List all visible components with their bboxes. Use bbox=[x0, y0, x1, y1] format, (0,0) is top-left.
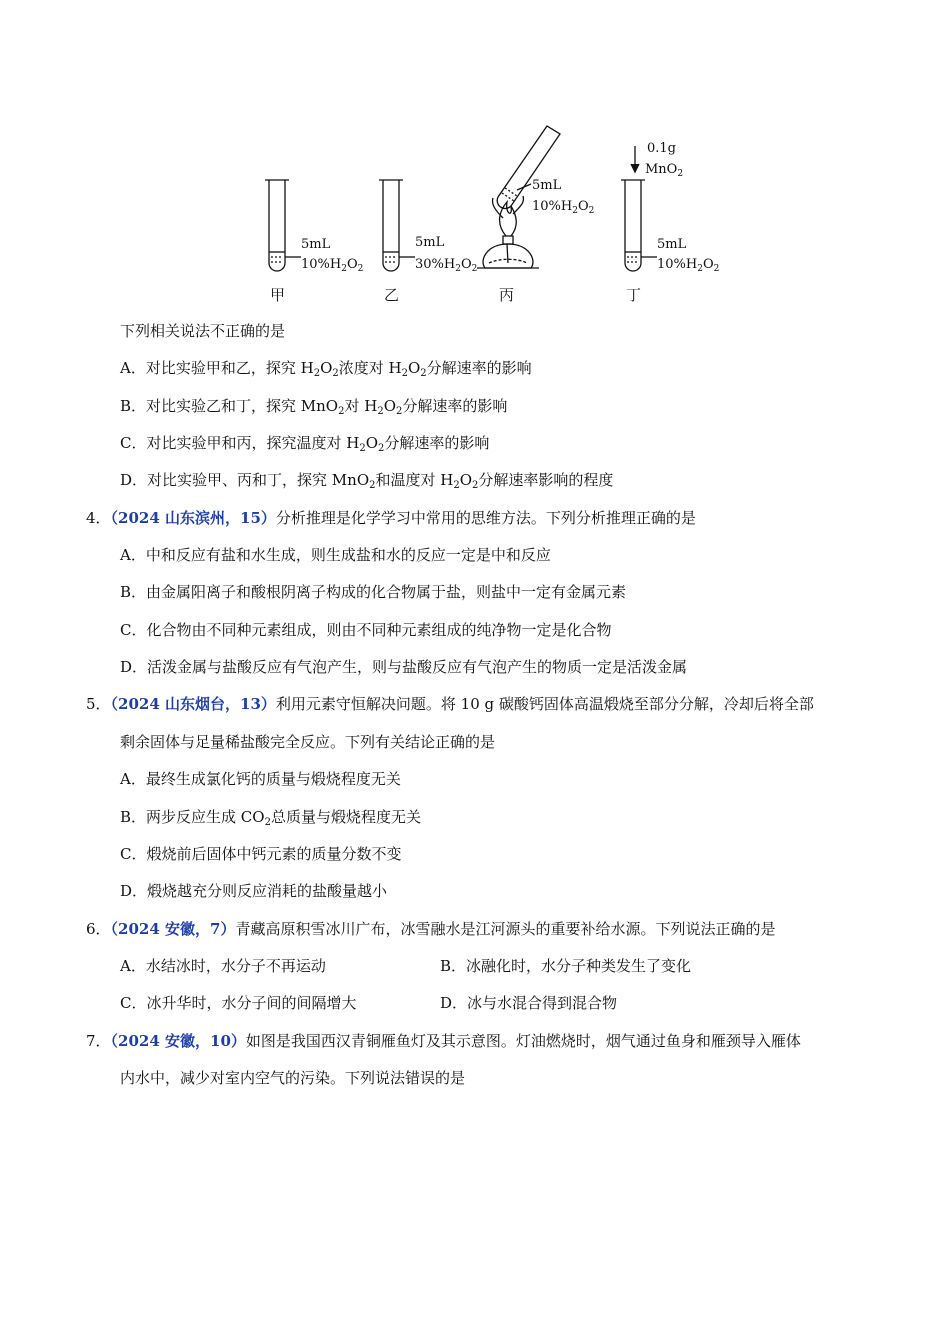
additive-name: MnO$_2$ bbox=[645, 162, 684, 179]
q6-option-b: B．冰融化时，水分子种类发生了变化 bbox=[440, 957, 692, 975]
tube-ding-conc: $10\%H_2O_2$ bbox=[657, 257, 720, 274]
q4-stem: 4．（2024 山东滨州，15）分析推理是化学学习中常用的思维方法。下列分析推理正确的是 bbox=[86, 509, 696, 527]
test-tube-bing bbox=[477, 126, 560, 268]
q3-option-c: C．对比实验甲和丙，探究温度对 $H_2O_2$分解速率的影响 bbox=[120, 434, 490, 454]
tube-jia-conc: $10\%H_2O_2$ bbox=[301, 257, 364, 274]
tube-ding-label: 丁 bbox=[626, 286, 642, 304]
tube-jia-volume: 5mL bbox=[301, 237, 331, 252]
q5-source: （2024 山东烟台，13） bbox=[110, 695, 276, 713]
q6-option-a: A．水结冰时，水分子不再运动 bbox=[120, 957, 326, 975]
tube-yi-label: 乙 bbox=[384, 286, 400, 304]
tube-bing-conc: $10\%H_2O_2$ bbox=[532, 199, 595, 216]
tube-yi-conc: $30\%H_2O_2$ bbox=[415, 257, 478, 274]
q7-stem: 7．（2024 安徽，10）如图是我国西汉青铜雁鱼灯及其示意图。灯油燃烧时，烟气通过鱼身和雁颈导入雁体 bbox=[86, 1032, 801, 1050]
test-tube-yi bbox=[379, 180, 415, 271]
tube-jia-label: 甲 bbox=[270, 286, 286, 304]
q5-option-a: A．最终生成氯化钙的质量与煅烧程度无关 bbox=[120, 770, 401, 788]
q5-stem-cont: 剩余固体与足量稀盐酸完全反应。下列有关结论正确的是 bbox=[120, 733, 496, 751]
q4-option-d: D．活泼金属与盐酸反应有气泡产生，则与盐酸反应有气泡产生的物质一定是活泼金属 bbox=[120, 658, 688, 676]
q7-stem-cont: 内水中，减少对室内空气的污染。下列说法错误的是 bbox=[120, 1069, 466, 1087]
q6-option-d: D．冰与水混合得到混合物 bbox=[440, 994, 618, 1012]
q7-source: （2024 安徽，10） bbox=[110, 1032, 246, 1050]
additive-mass: 0.1g bbox=[647, 141, 676, 156]
tube-bing-volume: 5mL bbox=[532, 178, 562, 193]
q5-option-b: B．两步反应生成 $CO_2$总质量与煅烧程度无关 bbox=[120, 808, 421, 828]
q4-option-c: C．化合物由不同种元素组成，则由不同种元素组成的纯净物一定是化合物 bbox=[120, 621, 612, 639]
q3-option-a: A．对比实验甲和乙，探究 $H_2O_2$浓度对 $H_2O_2$分解速率的影响 bbox=[120, 359, 532, 379]
tube-bing-label: 丙 bbox=[499, 286, 515, 304]
q5-option-d: D．煅烧越充分则反应消耗的盐酸量越小 bbox=[120, 882, 388, 900]
experiment-figure bbox=[255, 118, 735, 308]
q3-option-d: D．对比实验甲、丙和丁，探究 MnO$_2$和温度对 $H_2O_2$分解速率影响的程度 bbox=[120, 471, 614, 491]
q4-source: （2024 山东滨州，15） bbox=[110, 509, 276, 527]
tube-ding-volume: 5mL bbox=[657, 237, 687, 252]
test-tube-diagram bbox=[255, 118, 735, 308]
q4-option-b: B．由金属阳离子和酸根阴离子构成的化合物属于盐，则盐中一定有金属元素 bbox=[120, 583, 627, 601]
q3-option-b: B．对比实验乙和丁，探究 MnO$_2$对 $H_2O_2$分解速率的影响 bbox=[120, 397, 508, 417]
q3-stem: 下列相关说法不正确的是 bbox=[120, 322, 286, 340]
q5-stem: 5．（2024 山东烟台，13）利用元素守恒解决问题。将 10 g 碳酸钙固体高温煅烧至部分分解，冷却后将全部 bbox=[86, 695, 814, 713]
q5-option-c: C．煅烧前后固体中钙元素的质量分数不变 bbox=[120, 845, 402, 863]
q6-stem: 6．（2024 安徽，7）青藏高原积雪冰川广布，冰雪融水是江河源头的重要补给水源。下列说法正确的是 bbox=[86, 920, 776, 938]
q6-source: （2024 安徽，7） bbox=[110, 920, 236, 938]
q4-option-a: A．中和反应有盐和水生成，则生成盐和水的反应一定是中和反应 bbox=[120, 546, 551, 564]
q6-option-c: C．冰升华时，水分子间的间隔增大 bbox=[120, 994, 357, 1012]
tube-yi-volume: 5mL bbox=[415, 235, 445, 250]
test-tube-jia bbox=[265, 180, 301, 271]
